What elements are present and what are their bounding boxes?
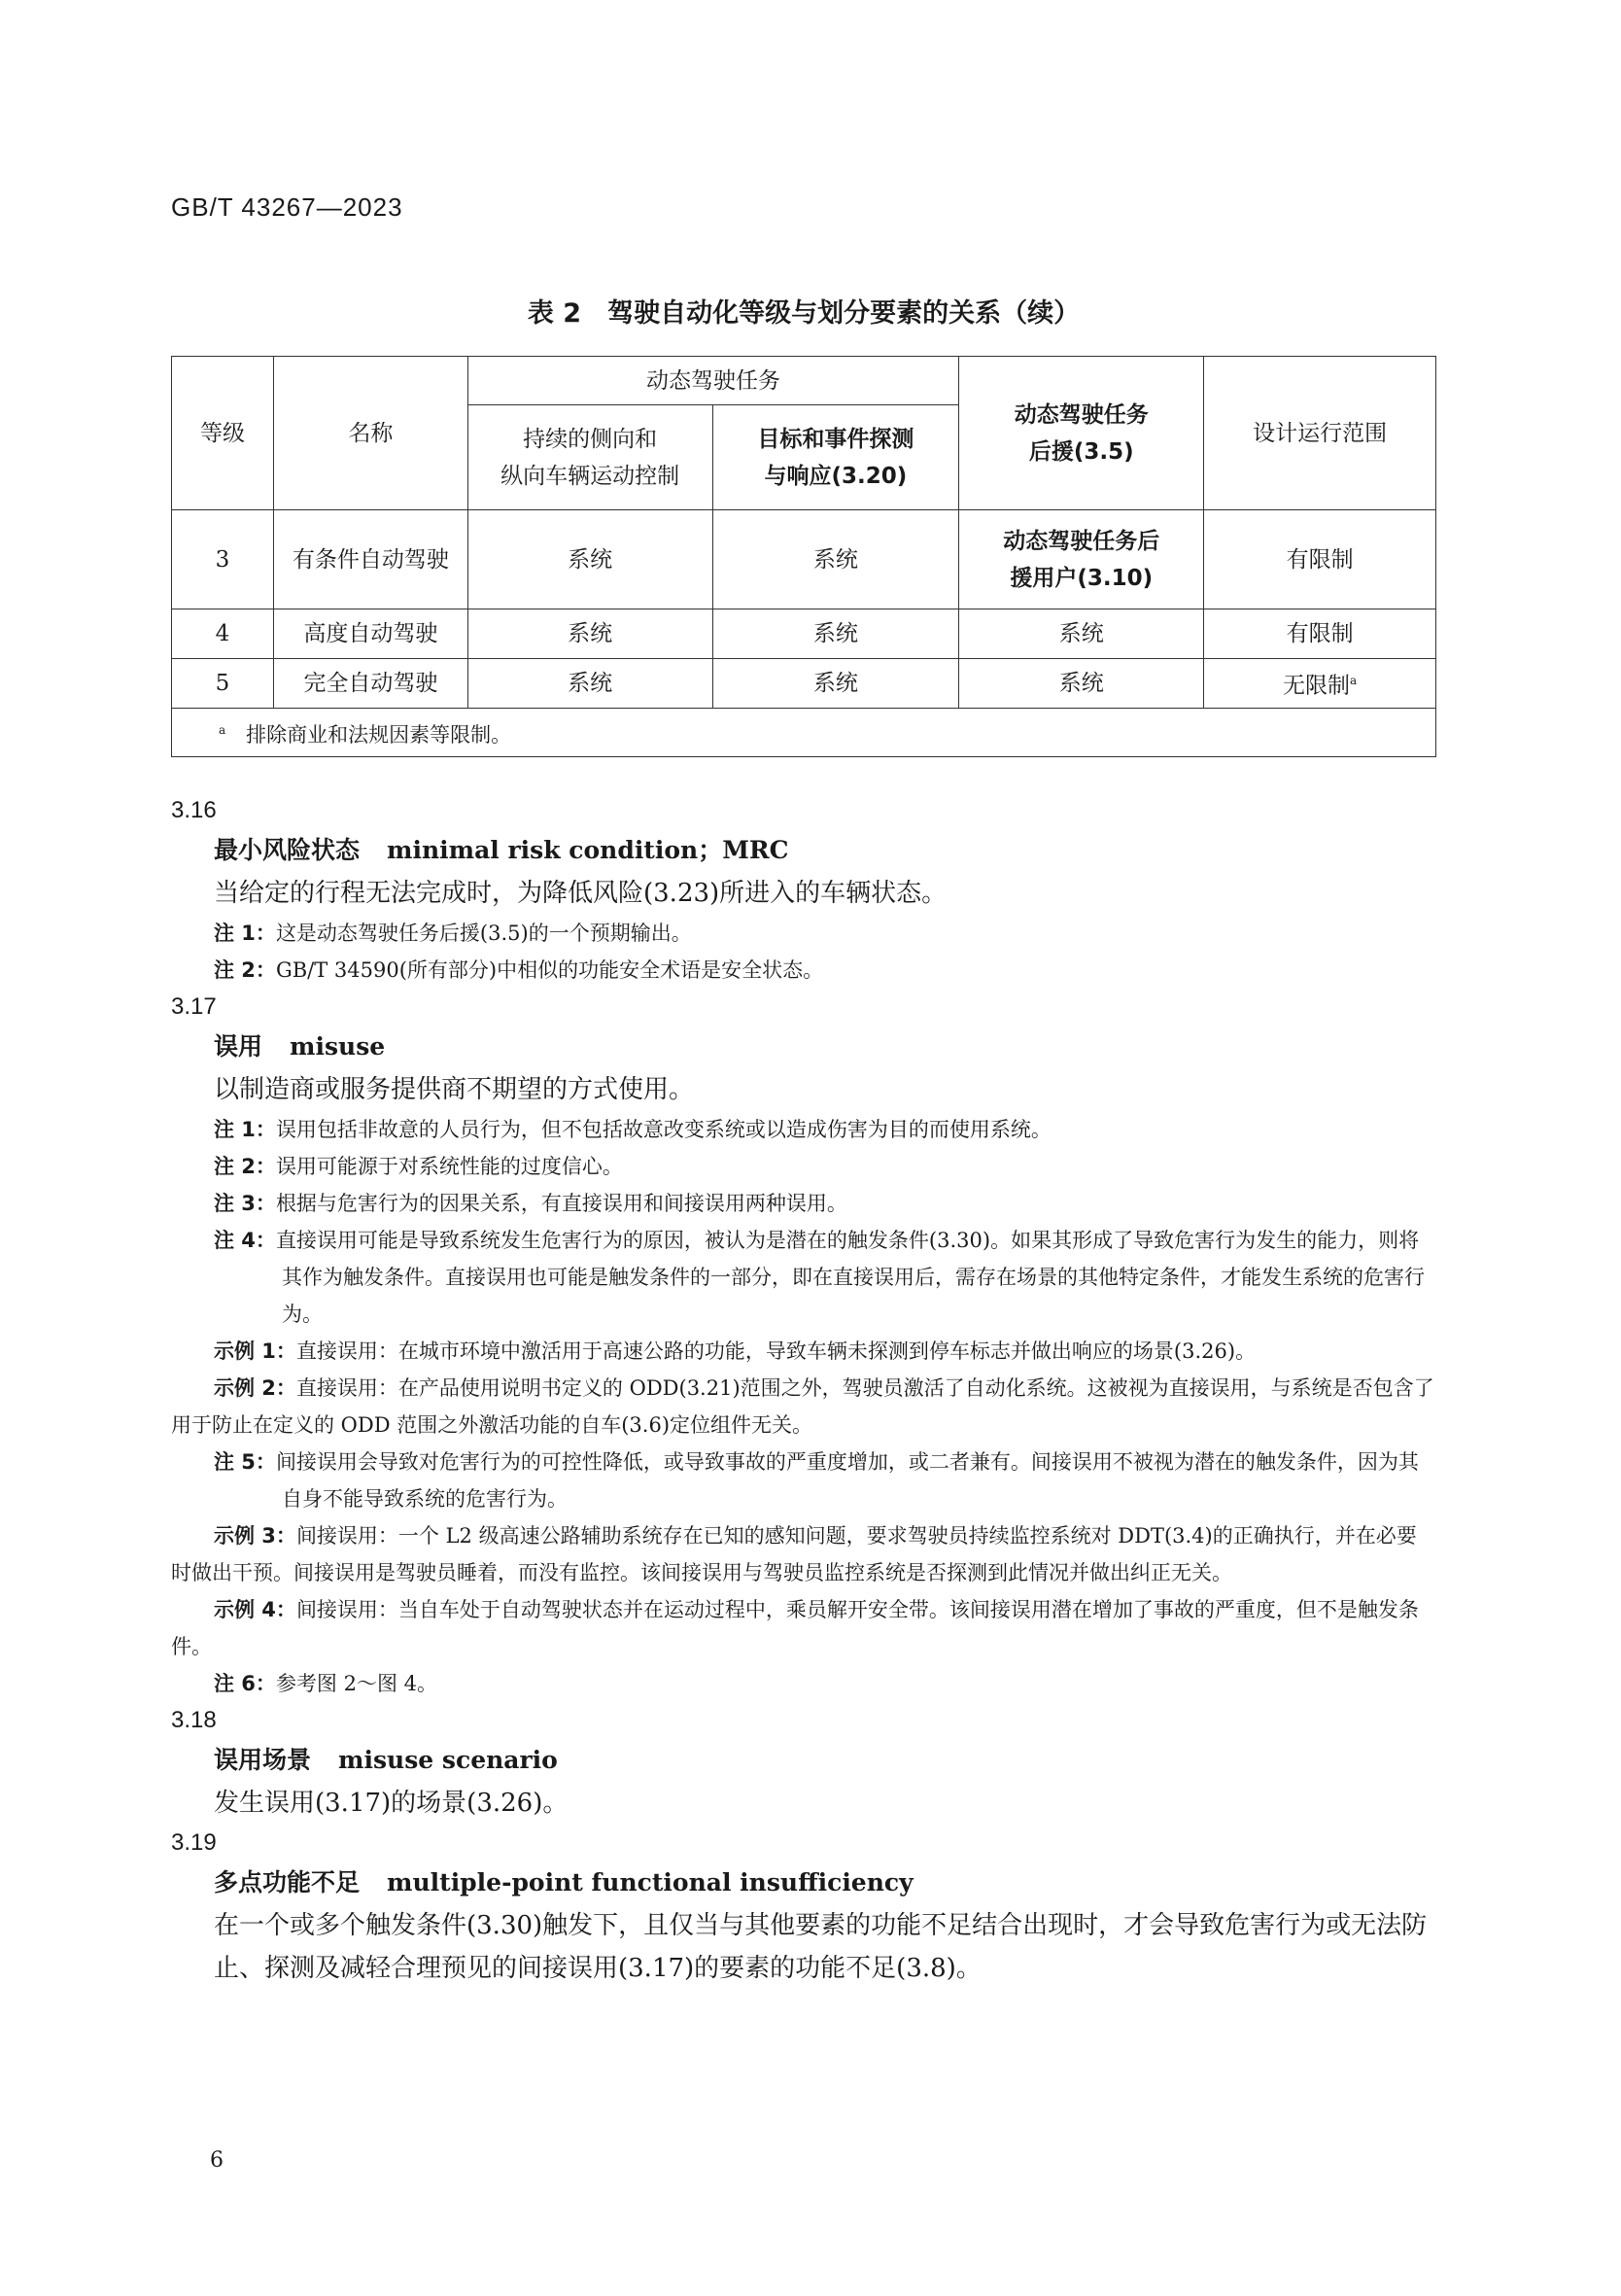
note-text: GB/T 34590(所有部分)中相似的功能安全术语是安全状态。 (275, 958, 824, 982)
note-text: 参考图 2～图 4。 (275, 1672, 438, 1695)
term-zh: 误用 (214, 1032, 263, 1061)
note (214, 1222, 1436, 1333)
term-heading (214, 1861, 1436, 1904)
note-text: 根据与危害行为的因果关系，有直接误用和间接误用两种误用。 (275, 1192, 847, 1215)
note-text: 误用可能源于对系统性能的过度信心。 (275, 1155, 623, 1178)
term-definition: 在一个或多个触发条件(3.30)触发下，且仅当与其他要素的功能不足结合出现时，才会导致危害行为或无法防止、探测及减轻合理预见的间接误用(3.17)的要素的功能不足(3.8)。 (214, 1911, 1428, 1983)
page-number: 6 (210, 2148, 224, 2173)
example (171, 1333, 1436, 1370)
table-row (172, 510, 1436, 609)
note-text: 直接误用可能是导致系统发生危害行为的原因，被认为是潜在的触发条件(3.30)。如果其形成了导致危害行为发生的能力，则将其作为触发条件。直接误用也可能是触发条件的一部分，即在直接误用后，需存在场景的其他特定条件，才能发生系统的危害行为。 (275, 1229, 1425, 1326)
cell-fallback-line1: 动态驾驶任务后 (1003, 528, 1160, 554)
cell-name: 有条件自动驾驶 (273, 510, 467, 609)
cell-name: 高度自动驾驶 (273, 609, 467, 659)
example-label: 示例 4： (214, 1598, 296, 1621)
cell-odd: 有限制 (1204, 510, 1436, 609)
term-en: misuse scenario (338, 1746, 558, 1774)
table-footnote (172, 709, 1436, 757)
term-heading (214, 1026, 1436, 1068)
standard-code: GB/T 43267—2023 (171, 192, 403, 222)
term-en: minimal risk condition；MRC (387, 836, 789, 864)
table-footnote-row (172, 709, 1436, 757)
term-zh: 多点功能不足 (214, 1868, 361, 1896)
table-row (172, 659, 1436, 709)
automation-level-table (171, 356, 1436, 757)
example (171, 1591, 1436, 1665)
cell-oedr: 系统 (712, 659, 959, 709)
example-text: 间接误用：当自车处于自动驾驶状态并在运动过程中，乘员解开安全带。该间接误用潜在增加了事故的严重度，但不是触发条件。 (171, 1598, 1419, 1658)
note (214, 1444, 1436, 1517)
cell-fallback-line2: 援用户(3.10) (1010, 565, 1154, 591)
cell-level: 4 (172, 609, 274, 659)
footnote-mark: a (219, 723, 226, 737)
table-header-row (172, 357, 1436, 405)
cell-oedr: 系统 (712, 510, 959, 609)
header-oedr-line1: 目标和事件探测 (757, 426, 914, 452)
note-label: 注 1： (214, 1118, 276, 1141)
note (214, 915, 1436, 952)
note (214, 1665, 1436, 1702)
term-heading (214, 829, 1436, 872)
clause-number: 3.17 (171, 993, 217, 1020)
cell-fallback: 系统 (959, 609, 1204, 659)
cell-name: 完全自动驾驶 (273, 659, 467, 709)
clause-number: 3.16 (171, 797, 217, 823)
note-label: 注 2： (214, 1155, 276, 1178)
header-fallback (959, 357, 1204, 510)
note (214, 1148, 1436, 1185)
term-en: misuse (290, 1032, 386, 1061)
term-en: multiple-point functional insufficiency (387, 1868, 914, 1896)
note (214, 1111, 1436, 1148)
example-text: 间接误用：一个 L2 级高速公路辅助系统存在已知的感知问题，要求驾驶员持续监控系统对 DDT(3.4)的正确执行，并在必要时做出干预。间接误用是驾驶员睡着，而没有监控。该间接误用与驾驶员监控系统是否探测到此情况并做出纠正无关。 (171, 1524, 1417, 1584)
cell-level: 3 (172, 510, 274, 609)
header-oedr (712, 405, 959, 510)
cell-odd-text: 无限制 (1283, 673, 1350, 699)
example-text: 直接误用：在城市环境中激活用于高速公路的功能，导致车辆未探测到停车标志并做出响应的场景(3.26)。 (295, 1339, 1257, 1363)
note-text: 间接误用会导致对危害行为的可控性降低，或导致事故的严重度增加，或二者兼有。间接误用不被视为潜在的触发条件，因为其自身不能导致系统的危害行为。 (275, 1450, 1419, 1511)
header-fallback-line2: 后援(3.5) (1028, 438, 1134, 465)
table-title: 表 2 驾驶自动化等级与划分要素的关系（续） (527, 298, 1081, 329)
cell-fallback (959, 510, 1204, 609)
note (214, 952, 1436, 989)
footnote-ref: a (1350, 674, 1358, 688)
cell-motion-control: 系统 (467, 659, 712, 709)
document-body (171, 792, 1436, 1990)
note-label: 注 6： (214, 1672, 276, 1695)
term-zh: 最小风险状态 (214, 836, 361, 864)
header-motion-control-line1: 持续的侧向和 (523, 426, 658, 452)
clause-number: 3.18 (171, 1707, 217, 1733)
example (171, 1517, 1436, 1591)
cell-odd (1204, 659, 1436, 709)
cell-oedr: 系统 (712, 609, 959, 659)
header-oedr-line2: 与响应(3.20) (764, 463, 908, 489)
header-motion-control (467, 405, 712, 510)
header-ddt: 动态驾驶任务 (467, 357, 959, 405)
note-label: 注 5： (214, 1450, 276, 1474)
note-label: 注 1： (214, 922, 276, 945)
cell-motion-control: 系统 (467, 609, 712, 659)
example-label: 示例 2： (214, 1376, 296, 1400)
term-definition: 以制造商或服务提供商不期望的方式使用。 (214, 1075, 695, 1104)
term-heading (214, 1739, 1436, 1782)
example-label: 示例 3： (214, 1524, 296, 1548)
header-name: 名称 (273, 357, 467, 510)
example-label: 示例 1： (214, 1339, 296, 1363)
footnote-text: 排除商业和法规因素等限制。 (246, 723, 512, 747)
cell-odd: 有限制 (1204, 609, 1436, 659)
clause-number: 3.19 (171, 1829, 217, 1856)
note (214, 1185, 1436, 1222)
cell-level: 5 (172, 659, 274, 709)
note-text: 误用包括非故意的人员行为，但不包括故意改变系统或以造成伤害为目的而使用系统。 (275, 1118, 1052, 1141)
table-row (172, 609, 1436, 659)
example (171, 1370, 1436, 1444)
header-fallback-line1: 动态驾驶任务 (1014, 401, 1149, 428)
term-zh: 误用场景 (214, 1746, 312, 1774)
cell-fallback: 系统 (959, 659, 1204, 709)
example-text: 直接误用：在产品使用说明书定义的 ODD(3.21)范围之外，驾驶员激活了自动化系统。这被视为直接误用，与系统是否包含了用于防止在定义的 ODD 范围之外激活功能的自车(3.6)定位组件无关。 (171, 1376, 1434, 1437)
note-label: 注 3： (214, 1192, 276, 1215)
term-definition: 当给定的行程无法完成时，为降低风险(3.23)所进入的车辆状态。 (214, 879, 948, 908)
header-motion-control-line2: 纵向车辆运动控制 (500, 463, 680, 489)
note-text: 这是动态驾驶任务后援(3.5)的一个预期输出。 (275, 922, 692, 945)
note-label: 注 2： (214, 958, 276, 982)
term-definition: 发生误用(3.17)的场景(3.26)。 (214, 1789, 569, 1818)
cell-motion-control: 系统 (467, 510, 712, 609)
header-odd: 设计运行范围 (1204, 357, 1436, 510)
note-label: 注 4： (214, 1229, 276, 1252)
header-level: 等级 (172, 357, 274, 510)
